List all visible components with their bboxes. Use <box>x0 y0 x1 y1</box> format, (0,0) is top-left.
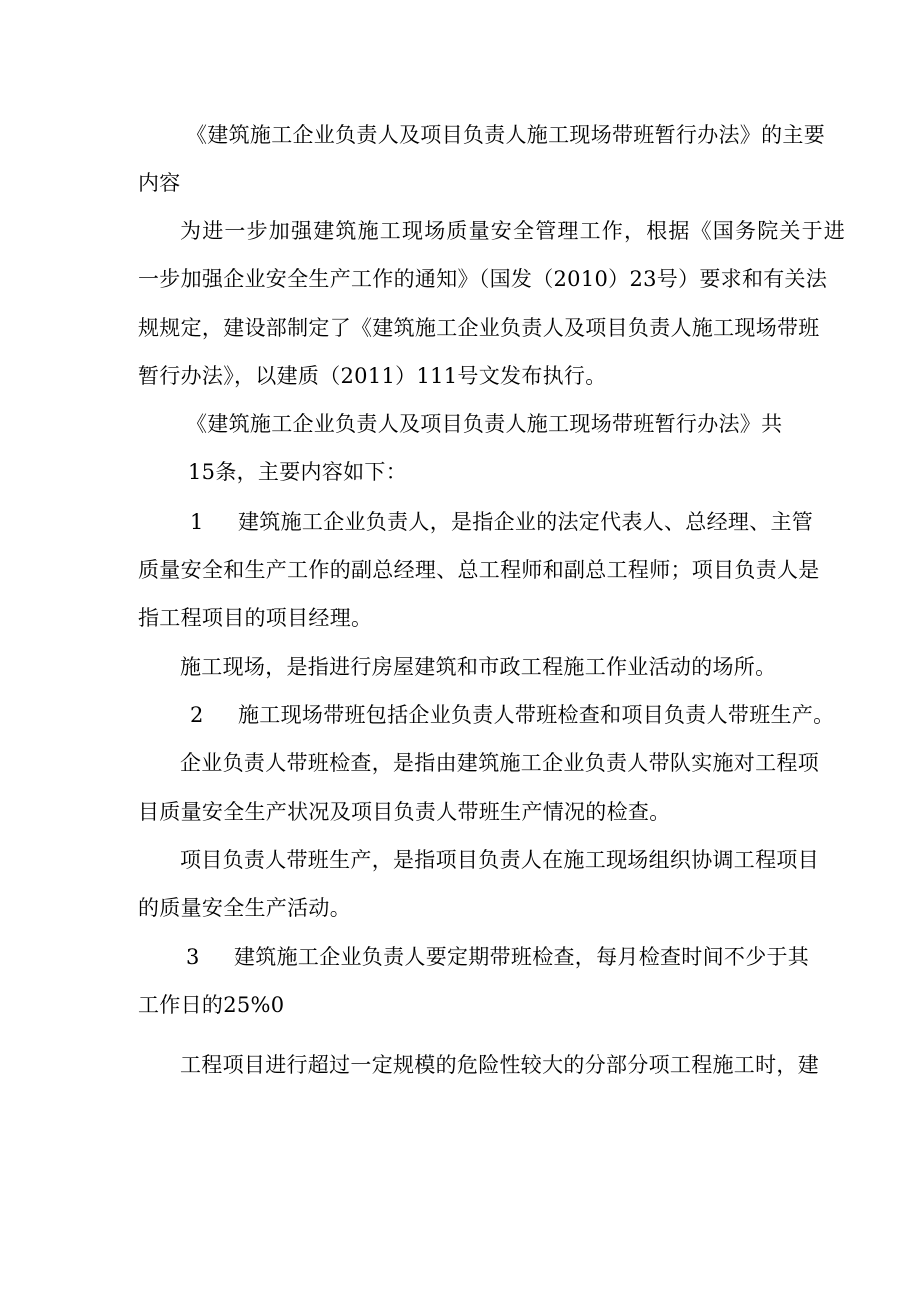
project-production-line-2: 的质量安全生产活动。 <box>138 896 351 920</box>
enterprise-check-line-1: 企业负责人带班检查，是指由建筑施工企业负责人带队实施对工程项 <box>180 751 819 775</box>
item-1-text: 建筑施工企业负责人，是指企业的法定代表人、总经理、主管 <box>238 510 814 534</box>
item-3-first-line <box>186 942 809 972</box>
enterprise-check-line-2: 目质量安全生产状况及项目负责人带班生产情况的检查。 <box>138 800 671 824</box>
item-1-line-2: 质量安全和生产工作的副总经理、总工程师和副总工程师；项目负责人是 <box>138 558 820 582</box>
intro-line-3: 规规定，建设部制定了《建筑施工企业负责人及项目负责人施工现场带班 <box>138 316 820 340</box>
intro-line-2: 一步加强企业安全生产工作的通知》（国发（2010）23号）要求和有关法 <box>138 267 828 291</box>
summary-line-1: 《建筑施工企业负责人及项目负责人施工现场带班暂行办法》共 <box>186 412 783 436</box>
summary-line-2: 15条，主要内容如下： <box>188 460 408 484</box>
item-2-text: 施工现场带班包括企业负责人带班检查和项目负责人带班生产。 <box>238 703 835 727</box>
last-line: 工程项目进行超过一定规模的危险性较大的分部分项工程施工时，建 <box>180 1053 819 1077</box>
item-3-line-2: 工作日的25%0 <box>138 993 285 1017</box>
intro-line-4: 暂行办法》，以建质（2011）111号文发布执行。 <box>138 364 607 388</box>
intro-line-1: 为进一步加强建筑施工现场质量安全管理工作，根据《国务院关于进 <box>180 219 846 243</box>
item-3-number: 3 <box>186 945 200 969</box>
item-1-number: 1 <box>190 510 204 534</box>
title-line-1: 《建筑施工企业负责人及项目负责人施工现场带班暂行办法》的主要 <box>186 123 825 147</box>
project-production-line-1: 项目负责人带班生产，是指项目负责人在施工现场组织协调工程项目 <box>180 848 819 872</box>
item-2-line <box>190 700 834 730</box>
item-2-number: 2 <box>190 703 204 727</box>
title-line-2: 内容 <box>138 171 181 195</box>
site-definition: 施工现场，是指进行房屋建筑和市政工程施工作业活动的场所。 <box>180 655 777 679</box>
item-3-text: 建筑施工企业负责人要定期带班检查，每月检查时间不少于其 <box>234 945 810 969</box>
item-1-line-3: 指工程项目的项目经理。 <box>138 606 373 630</box>
item-1-first-line <box>190 507 813 537</box>
